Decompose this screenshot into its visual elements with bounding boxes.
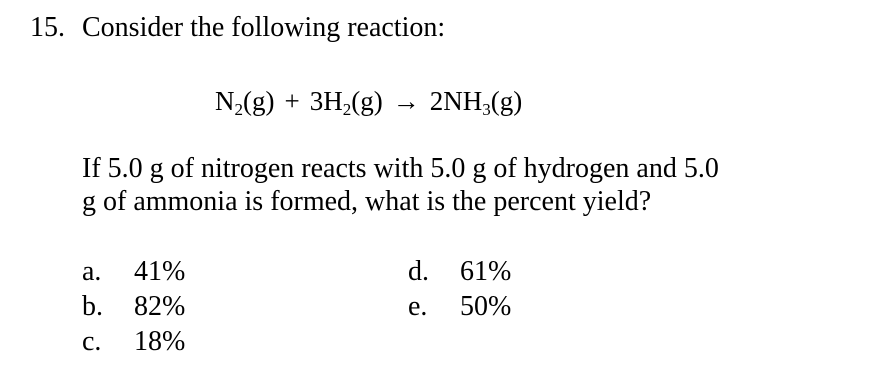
choice-b-text: 82% (134, 291, 186, 322)
nitrogen-symbol: N (215, 86, 235, 116)
choice-e-text: 50% (460, 291, 512, 322)
question-prompt (82, 152, 782, 218)
reactant-nitrogen (215, 86, 275, 119)
choice-c-letter: c. (82, 326, 102, 357)
question-heading: Consider the following reaction: (82, 12, 446, 43)
question-header (30, 10, 445, 46)
prompt-line-1: If 5.0 g of nitrogen reacts with 5.0 g of hydrogen and 5.0 (82, 153, 719, 184)
reactant-hydrogen (309, 86, 383, 119)
hydrogen-symbol: 3H (309, 86, 343, 116)
choice-d-letter: d. (408, 256, 429, 287)
ammonia-symbol: 2NH (429, 86, 483, 116)
choice-e[interactable] (408, 290, 511, 324)
choice-d-text: 61% (460, 256, 512, 287)
choice-a-letter: a. (82, 256, 102, 287)
ammonia-state: (g) (490, 86, 523, 116)
prompt-line-2: g of ammonia is formed, what is the percent yield? (82, 186, 652, 217)
choice-d[interactable] (408, 255, 511, 289)
choice-e-letter: e. (408, 291, 428, 322)
hydrogen-state: (g) (351, 86, 383, 116)
choice-b[interactable] (82, 290, 185, 324)
chemical-equation (215, 83, 522, 123)
choice-c[interactable] (82, 325, 185, 359)
ammonia-subscript: 3 (482, 100, 491, 119)
choice-b-letter: b. (82, 291, 103, 322)
reaction-arrow: → (392, 86, 420, 116)
choice-a-text: 41% (134, 256, 186, 287)
nitrogen-subscript: 2 (234, 100, 243, 119)
product-ammonia (429, 86, 523, 119)
plus-sign: + (284, 86, 300, 116)
question-number: 15. (30, 12, 65, 43)
choice-a[interactable] (82, 255, 185, 289)
choice-c-text: 18% (134, 326, 186, 357)
nitrogen-state: (g) (243, 86, 275, 116)
hydrogen-subscript: 2 (342, 100, 352, 119)
